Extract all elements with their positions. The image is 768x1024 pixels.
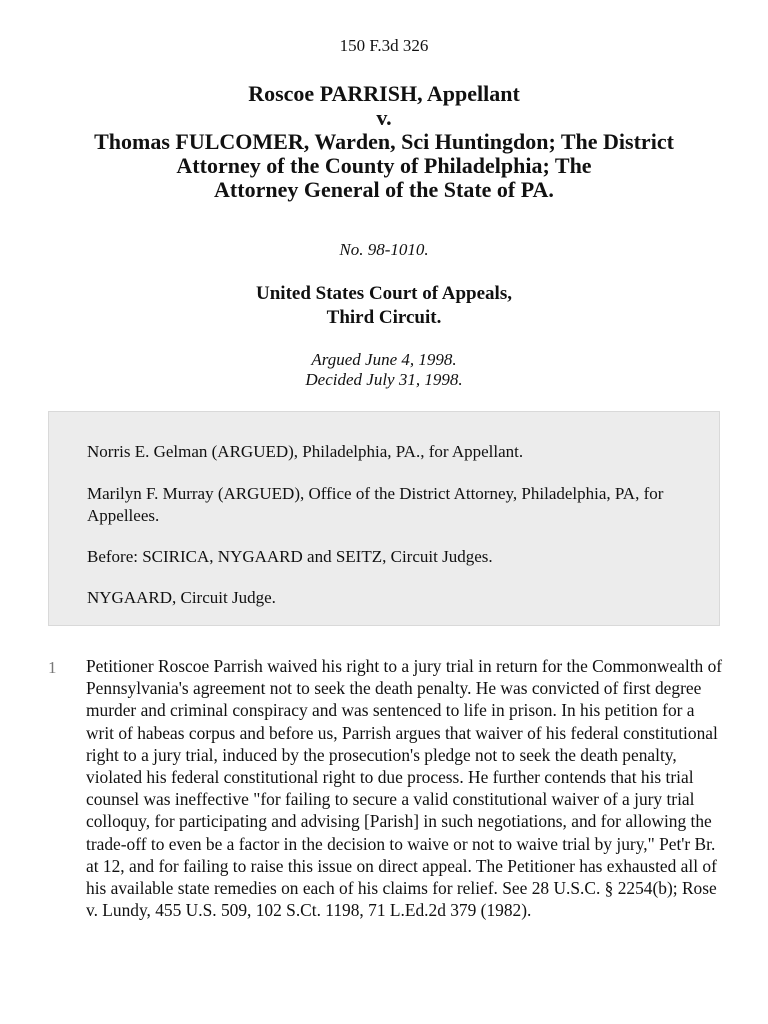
caption-appellees-line-3: Attorney General of the State of PA. (214, 177, 554, 202)
argued-date: Argued June 4, 1998. (311, 350, 457, 369)
court-name-line-2: Third Circuit. (326, 307, 442, 328)
counsel-appellant: Norris E. Gelman (ARGUED), Philadelphia, PA., for Appellant. (87, 442, 524, 461)
counsel-appellees: Marilyn F. Murray (ARGUED), Office of the District Attorney, Philadelphia, PA, for Appellees. (87, 484, 664, 525)
caption-appellees-line-1: Thomas FULCOMER, Warden, Sci Huntingdon; The District (94, 129, 674, 154)
caption-appellant: Roscoe PARRISH, Appellant (248, 81, 520, 106)
docket-number: No. 98-1010. (339, 240, 429, 259)
court-name-line-1: United States Court of Appeals, (256, 283, 512, 304)
case-dates (0, 350, 768, 390)
case-caption (0, 82, 768, 202)
case-citation: 150 F.3d 326 (339, 36, 429, 55)
caption-versus: v. (376, 105, 392, 130)
decided-date: Decided July 31, 1998. (305, 370, 463, 389)
opinion-author: NYGAARD, Circuit Judge. (87, 588, 276, 607)
caption-appellees-line-2: Attorney of the County of Philadelphia; The (176, 153, 592, 178)
paragraph-number: 1 (48, 658, 57, 677)
judges-panel: Before: SCIRICA, NYGAARD and SEITZ, Circuit Judges. (87, 547, 493, 566)
counsel-panel (48, 411, 720, 626)
paragraph-text: Petitioner Roscoe Parrish waived his right to a jury trial in return for the Commonwealth of Pennsylvania's agreement not to seek the death penalty. He was convicted of first degree murder and criminal conspiracy and was sentenced to life in prison. In his petition for a writ of habeas corpus and before us, Parrish argues that waiver of his federal constitutional right to a jury trial, induced by the prosecution's pledge not to seek the death penalty, violated his federal constitutional right to due process. He further contends that his trial counsel was ineffective "for failing to secure a valid constitutional waiver of a jury trial colloquy, for participating and advising [Parish] in such negotiations, and for allowing the trade-off to even be a factor in the decision to waive or not to waive trial by jury," Pet'r Br. at 12, and for failing to raise this issue on direct appeal. The Petitioner has exhausted all of his available state remedies on each of his claims for relief. See 28 U.S.C. § 2254(b); Rose v. Lundy, 455 U.S. 509, 102 S.Ct. 1198, 71 L.Ed.2d 379 (1982). (86, 656, 723, 921)
court-name (0, 282, 768, 330)
